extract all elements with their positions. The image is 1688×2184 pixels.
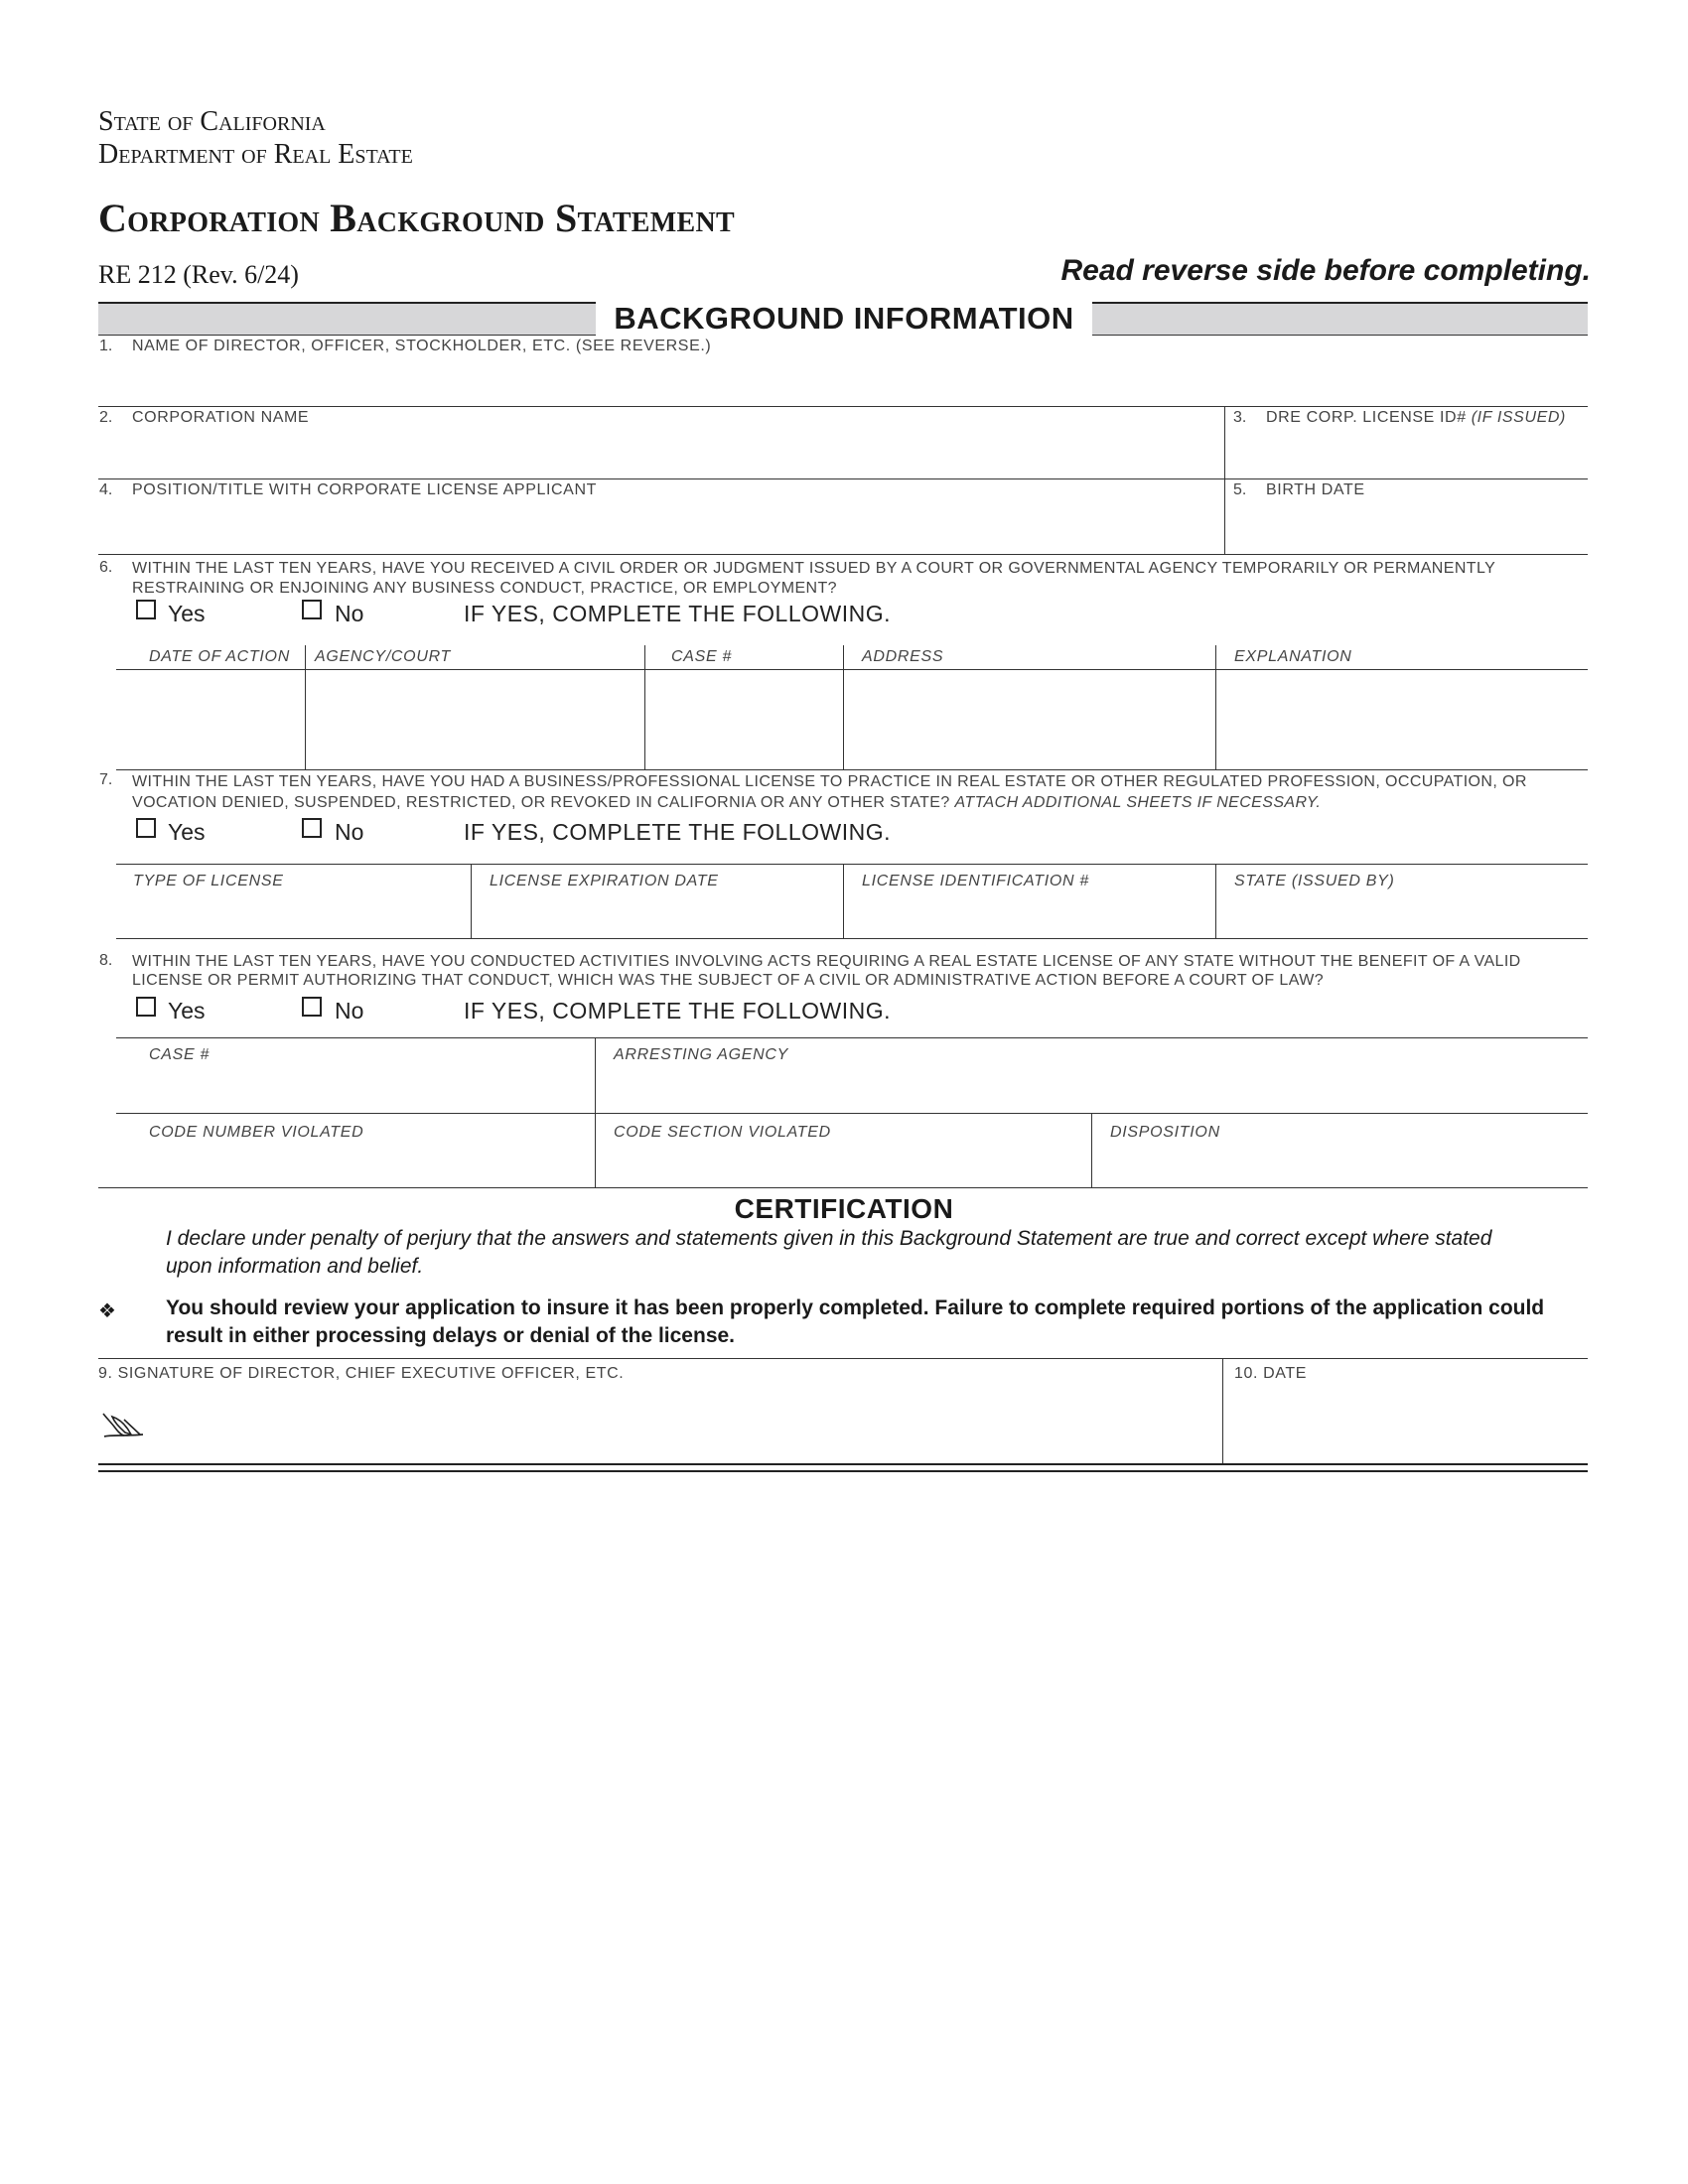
q8-no-label: No (335, 998, 364, 1024)
review-notice: You should review your application to insure it has been properly completed. Failure to complete required portions of the application could result in either processing delays or denial of the license. (166, 1297, 1545, 1347)
q8-yes-label: Yes (168, 998, 206, 1024)
field-5-number: 5. (1233, 481, 1247, 498)
field-10-label: 10. DATE (1234, 1365, 1307, 1382)
field-4-label: POSITION/TITLE WITH CORPORATE LICENSE APPLICANT (132, 481, 597, 498)
q6-if-yes: IF YES, COMPLETE THE FOLLOWING. (464, 601, 892, 626)
q8-yes-checkbox[interactable] (136, 997, 156, 1017)
q8-code-section-cell[interactable] (597, 1146, 1089, 1185)
q6-number: 6. (99, 559, 113, 576)
q7-if-yes: IF YES, COMPLETE THE FOLLOWING. (464, 819, 892, 845)
q7-col-state: STATE (ISSUED BY) (1234, 873, 1395, 889)
q7-col-expiration: LICENSE EXPIRATION DATE (490, 873, 719, 889)
q7-number: 7. (99, 771, 113, 788)
q7-col-type: TYPE OF LICENSE (133, 873, 284, 889)
field-2-number: 2. (99, 409, 113, 426)
q7-yes-label: Yes (168, 819, 206, 845)
q6-case-cell[interactable] (646, 671, 841, 766)
q8-arresting-agency-cell[interactable] (597, 1068, 1587, 1110)
q6-yes-label: Yes (168, 601, 206, 626)
diamond-bullet-icon: ❖ (98, 1300, 116, 1322)
q8-text: WITHIN THE LAST TEN YEARS, HAVE YOU CONDUCTED ACTIVITIES INVOLVING ACTS REQUIRING A REAL ESTATE LICENSE OF ANY STATE WITHOUT THE BENEFIT OF A VALID LICENSE OR PERMIT AUTHORIZING THAT CONDUCT, WHICH WAS THE SUBJECT OF A CIVIL OR ADMINISTRATIVE ACTION BEFORE A COURT OF LAW? (132, 953, 1521, 989)
q8-no-checkbox[interactable] (302, 997, 322, 1017)
director-name-field[interactable] (98, 357, 1588, 405)
q6-col-explanation: EXPLANATION (1234, 648, 1352, 665)
read-reverse-instruction: Read reverse side before completing. (1060, 254, 1591, 287)
q7-col-license-id: LICENSE IDENTIFICATION # (862, 873, 1089, 889)
field-4-number: 4. (99, 481, 113, 498)
q8-case-cell[interactable] (116, 1068, 593, 1110)
q7-type-cell[interactable] (116, 895, 469, 935)
q8-col-disposition: DISPOSITION (1110, 1124, 1220, 1141)
q8-number: 8. (99, 952, 113, 969)
section-title: BACKGROUND INFORMATION (596, 302, 1092, 336)
q8-code-number-cell[interactable] (116, 1146, 593, 1185)
q6-col-agency: AGENCY/COURT (315, 648, 452, 665)
field-1-label: NAME OF DIRECTOR, OFFICER, STOCKHOLDER, ETC. (SEE REVERSE.) (132, 338, 712, 354)
q6-col-address: ADDRESS (862, 648, 944, 665)
q7-license-id-cell[interactable] (845, 895, 1213, 935)
q8-disposition-cell[interactable] (1093, 1146, 1587, 1185)
form-number: RE 212 (Rev. 6/24) (98, 260, 299, 289)
q6-col-date: DATE OF ACTION (149, 648, 290, 665)
field-1-number: 1. (99, 338, 113, 354)
state-name: State of California (98, 106, 326, 137)
signature-field[interactable] (159, 1390, 1216, 1459)
q7-expiration-cell[interactable] (473, 895, 841, 935)
position-title-field[interactable] (98, 501, 1220, 551)
q6-no-label: No (335, 601, 364, 626)
q7-no-checkbox[interactable] (302, 818, 322, 838)
q8-col-code-section: CODE SECTION VIOLATED (614, 1124, 831, 1141)
q7-yes-checkbox[interactable] (136, 818, 156, 838)
q8-col-case: CASE # (149, 1046, 211, 1063)
field-5-label: BIRTH DATE (1266, 481, 1365, 498)
q6-address-cell[interactable] (845, 671, 1213, 766)
field-3-number: 3. (1233, 409, 1247, 426)
q7-no-label: No (335, 819, 364, 845)
pen-signature-icon (100, 1408, 146, 1439)
q6-col-case: CASE # (671, 648, 733, 665)
certification-title: CERTIFICATION (734, 1193, 954, 1224)
q8-if-yes: IF YES, COMPLETE THE FOLLOWING. (464, 998, 892, 1024)
department-name: Department of Real Estate (98, 139, 413, 170)
certification-declaration: I declare under penalty of perjury that the answers and statements given in this Background Statement are true and correct except where stated upon information and belief. (166, 1227, 1492, 1278)
q6-explanation-cell[interactable] (1217, 671, 1587, 766)
q7-state-cell[interactable] (1217, 895, 1587, 935)
q8-col-code-number: CODE NUMBER VIOLATED (149, 1124, 364, 1141)
field-9-label: 9. SIGNATURE OF DIRECTOR, CHIEF EXECUTIVE OFFICER, ETC. (98, 1365, 625, 1382)
q8-col-arresting-agency: ARRESTING AGENCY (614, 1046, 788, 1063)
form-title: Corporation Background Statement (98, 196, 735, 240)
q6-no-checkbox[interactable] (302, 600, 322, 619)
field-3-label: DRE CORP. LICENSE ID# (IF ISSUED) (1266, 409, 1566, 426)
field-2-label: CORPORATION NAME (132, 409, 310, 426)
q6-date-cell[interactable] (116, 671, 303, 766)
birth-date-field[interactable] (1231, 501, 1587, 551)
q7-text: WITHIN THE LAST TEN YEARS, HAVE YOU HAD A BUSINESS/PROFESSIONAL LICENSE TO PRACTICE IN REAL ESTATE OR OTHER REGULATED PROFESSION, OCCUPATION, OR VOCATION DENIED, SUSPENDED, RESTRICTED, OR REVOKED IN CALIFORNIA OR ANY OTHER STATE? ATTACH ADDITIONAL SHEETS IF NECESSARY. (132, 773, 1527, 811)
q6-agency-cell[interactable] (307, 671, 642, 766)
q6-text: WITHIN THE LAST TEN YEARS, HAVE YOU RECEIVED A CIVIL ORDER OR JUDGMENT ISSUED BY A COURT OR GOVERNMENTAL AGENCY TEMPORARILY OR PERMANENTLY RESTRAINING OR ENJOINING ANY BUSINESS CONDUCT, PRACTICE, OR EMPLOYMENT? (132, 560, 1495, 597)
dre-license-id-field[interactable] (1231, 429, 1587, 477)
q6-yes-checkbox[interactable] (136, 600, 156, 619)
corporation-name-field[interactable] (98, 429, 1220, 477)
date-field[interactable] (1231, 1390, 1587, 1459)
